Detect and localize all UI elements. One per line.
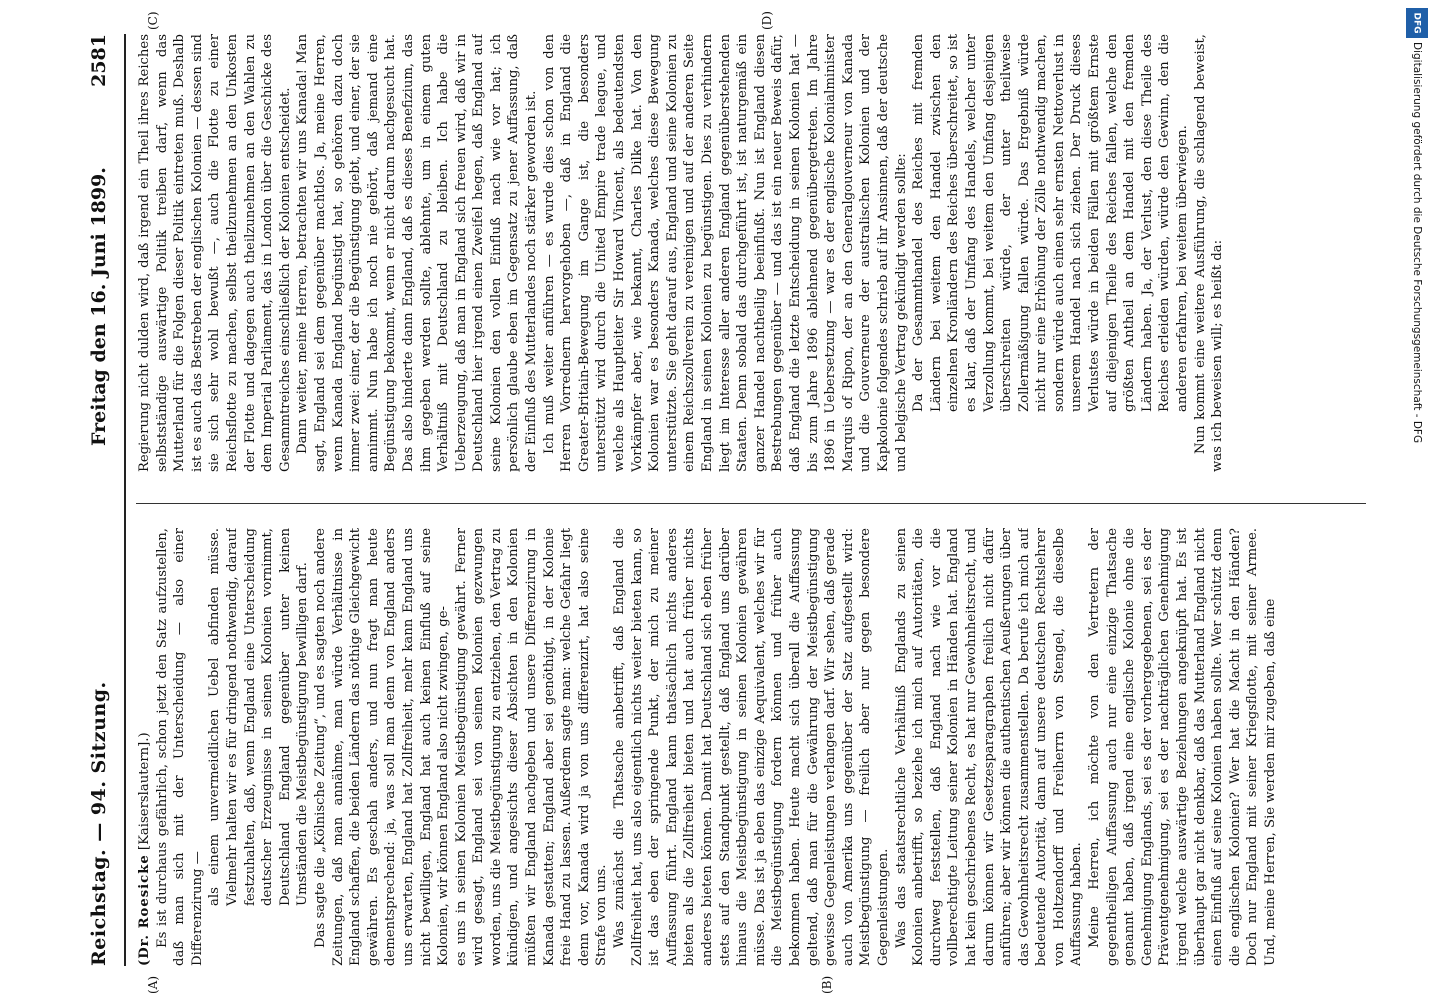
margin-marker-b: (B) xyxy=(820,975,834,994)
paragraph: es uns in seinen Kolonien Meistbegünstigung gewährt. Ferner wird gesagt, England sei von seinen Kolonien gezwungen worden, uns die Meistbegünstigung zu entziehen, den Vertrag zu kündigen, und angesichts dieser Absichten in den Kolonien müßten wir England nachgeben und unsere Differenzirung in Kanada gestatten; England aber sei genöthigt, in der Kolonie freie Hand zu lassen. Außerdem sagte man: welche Gefahr liegt denn vor, Kanada wird ja von uns differenzirt, hat also seine Strafe von uns. xyxy=(453,528,610,966)
document-page xyxy=(60,0,1390,1000)
digitization-credit xyxy=(1406,8,1428,994)
margin-marker-d: (D) xyxy=(760,11,774,30)
margin-marker-c: (C) xyxy=(146,11,160,30)
left-column xyxy=(136,528,1366,966)
page-header xyxy=(88,34,124,966)
paragraph: Nun kommt eine weitere Ausführung, die schlagend beweist, was ich beweisen will; es heißt da: xyxy=(1192,34,1226,472)
paragraph: Was das staatsrechtliche Verhältniß Englands zu seinen Kolonien anbetrifft, so beziehe ich mich auf Autoritäten, die durchweg feststellen, daß England nach wie vor die vollberechtigte Leitung seiner Kolonien in Händen hat. England hat kein geschriebenes Recht, es hat nur Gewohnheitsrecht, und darum können wir Gesetzesparagraphen freilich nicht dafür anführen; aber wir können die authentischen Aeußerungen über das Gewohnheitsrecht zusammenstellen. Da berufe ich mich auf bedeutende Autorität, dann auf unsere deutschen Rechtslehrer von Holtzendorff und Freiherrn von Stengel, die dieselbe Auffassung haben. xyxy=(893,528,1085,966)
paragraph: Meine Herren, ich möchte von den Vertretern der gegentheiligen Auffassung auch nur eine einzige Thatsache genannt haben, daß irgend eine englische Kolonie ohne die Genehmigung Englands, sei es der vorhergegebenen, sei es der Präventgenehmigung, sei es der nachträglichen Genehmigung irgend welche auswärtige Beziehungen angeknüpft hat. Es ist überhaupt gar nicht denkbar, daß das Mutterland England nicht einen Einfluß auf seine Kolonien haben sollte. Wer schützt denn die englischen Kolonien? Wer hat die Macht in den Händen? Doch nur England mit seiner Kriegsflotte, mit seiner Armee. Und, meine Herren, Sie werden mir zugeben, daß eine xyxy=(1087,528,1278,966)
dfg-logo-text: DFG xyxy=(1411,12,1422,34)
paragraph: Regierung nicht dulden wird, daß irgend ein Theil ihres Reiches selbstständige auswärtige Politik treiben darf, wenn das Mutterland für die Folgen dieser Politik eintreten muß. Deshalb ist es auch das Bestreben der englischen Kolonien — dessen sind sie sich sehr wohl bewußt —, auch die Flotte zu einer Reichsflotte zu machen, selbst theilzunehmen an den Unkosten der Flotte und dagegen auch theilzunehmen an den Wahlen zu dem Imperial Parliament, das in London über die Geschicke des Gesammtreiches einschließlich der Kolonien entscheidet. xyxy=(137,34,293,472)
paragraph: Was zunächst die Thatsache anbetrifft, daß England die Zollfreiheit hat, uns also eigentlich nichts weiter bieten kann, so ist das eben der springende Punkt, der mich zu meiner Auffassung führt. England kann thatsächlich nichts anderes bieten als die Zollfreiheit bieten und hat auch früher nichts anderes bieten können. Damit hat Deutschland sich eben früher stets auf den Standpunkt gestellt, daß England uns darüber hinaus die Meistbegünstigung in seinen Kolonien gewähren müsse. Das ist ja eben das einzige Aequivalent, welches wir für die Meistbegünstigung fordern können und früher auch bekommen haben. Heute macht sich überall die Auffassung geltend, daß man für die Gewährung der Meistbegünstigung gewisse Gegenleistungen verlangen darf. Wir sehen, daß gerade auch von Amerika uns gegenüber der Satz aufgestellt wird: Meistbegünstigung — freilich aber nur gegen besondere Gegenleistungen. xyxy=(612,528,891,966)
quote-paragraph: als einem unvermeidlichen Uebel abfinden müsse. Vielmehr halten wir es für dringend nothwendig, darauf festzuhalten, daß, wenn England eine Unterscheidung deutscher Erzeugnisse in seinen Kolonien vornimmt, Deutschland England gegenüber unter keinen Umständen die Meistbegünstigung bewilligen darf. xyxy=(207,528,311,906)
speaker-place: [Kaiserslautern].) xyxy=(137,732,152,851)
column-divider xyxy=(136,503,1366,504)
paragraph: Es ist durchaus gefährlich, schon jetzt den Satz aufzustellen, daß man sich mit der Unterscheidung — also einer Differenzirung — xyxy=(154,528,205,966)
speaker-name: (Dr. Roesicke xyxy=(137,854,152,966)
header-center: Freitag den 16. Juni 1899. xyxy=(88,167,110,446)
header-rule xyxy=(124,34,126,966)
page-number: 2581 xyxy=(88,34,110,87)
paragraph: Dann weiter, meine Herren, betrachten wir uns Kanada! Man sagt, England sei dem gegenüber machtlos. Ja, meine Herren, wenn Kanada England begünstigt hat, so gehören dazu doch immer zwei: einer, der die Begünstigung giebt, und einer, der sie annimmt. Nun habe ich noch nie gehört, daß jemand eine Begünstigung bekommt, wenn er nicht darum nachgesucht hat. Das also hinderte dann England, daß es dieses Benefizium, das ihm gegeben werden sollte, ablehnte, um in einem guten Verhältniß mit Deutschland zu bleiben. Ich habe die Ueberzeugung, daß man in England sich freuen wird, daß wir in Deutschland hier irgend einen Zweifel hegen, daß England auf seine Kolonien den vollen Einfluß nach wie vor hat; ich persönlich glaube eben im Gegensatz zu jener Auffassung, daß der Einfluß des Mutterlandes noch stärker geworden ist. xyxy=(295,34,540,472)
paragraph: Ich muß weiter anführen — es wurde dies schon von den Herren Vorrednern hervorgehoben —, daß in England die Greater-Britain-Bewegung im Gange ist, die besonders unterstützt wird durch die United Empire trade league, und welche als Hauptleiter Sir Howard Vincent, als bedeutendsten Vorkämpfer aber, wie bekannt, Charles Dilke hat. Von den Kolonien war es besonders Kanada, welches diese Bewegung unterstützte. Sie geht darauf aus, England und seine Kolonien zu einem Reichszollverein zu vereinigen und auf der anderen Seite England in seinen Kolonien zu begünstigen. Dies zu verhindern liegt im Interesse aller anderen England gegenüberstehenden Staaten. Denn sobald das durchgeführt ist, ist naturgemäß ein ganzer Handel nachtheilig beeinflußt. Nun ist England diesen Bestrebungen gegenüber — und das ist ein neuer Beweis dafür, daß England die letzte Entscheidung in seinen Kolonien hat — bis zum Jahre 1896 ablehnend gegenübergetreten. Im Jahre 1896 in Uebersetzung — war es der englische Kolonialminister Marquis of Ripon, der an den Generalgouverneur von Kanada und die Gouverneure der australischen Kolonien und der Kapkolonie folgendes schrieb auf ihr Ansinnen, daß der deutsche und belgische Vertrag gekündigt werden sollte: xyxy=(541,34,909,472)
right-column xyxy=(136,34,1366,472)
speaker-line xyxy=(136,528,154,966)
credit-text: Digitalisierung gefördert durch die Deutsche Forschungsgemeinschaft - DFG xyxy=(1411,42,1423,444)
paragraph: Das sagte die „Kölnische Zeitung“, und es sagten noch andere Zeitungen, daß man annähme, man würde Verhältnisse in England schaffen, die beiden Ländern das nöthige Gleichgewicht gewähren. Es geschah anders, und nun fragt man heute dementsprechend: ja, was soll man denn von England anders uns erwarten, England hat Zollfreiheit, mehr kann England uns nicht bewilligen, England hat auch keinen Einfluß auf seine Kolonien, wir können England also nicht zwingen, ge- xyxy=(312,528,452,966)
quote-paragraph: Da der Gesammthandel des Reiches mit fremden Ländern bei weitem den Handel zwischen den einzelnen Kronländern des Reiches überschreitet, so ist es klar, daß der Umfang des Handels, welcher unter Verzollung kommt, bei weitem den Umfang desjenigen überschreiten würde, der unter theilweise Zollermäßigung fallen würde. Das Ergebniß würde nicht nur eine Erhöhung der Zölle nothwendig machen, sondern würde auch einen sehr ernsten Nettoverlust in unserem Handel nach sich ziehen. Der Druck dieses Verlustes würde in beiden Fällen mit größtem Ernste auf diejenigen Theile des Reiches fallen, welche den größten Antheil an dem Handel mit den fremden Ländern haben. Ja, der Verlust, den diese Theile des Reiches erleiden würden, würde den Gewinn, den die anderen erfahren, bei weitem überwiegen. xyxy=(911,34,1191,412)
margin-marker-a: (A) xyxy=(146,975,160,994)
header-left: Reichstag. — 94. Sitzung. xyxy=(88,681,110,966)
